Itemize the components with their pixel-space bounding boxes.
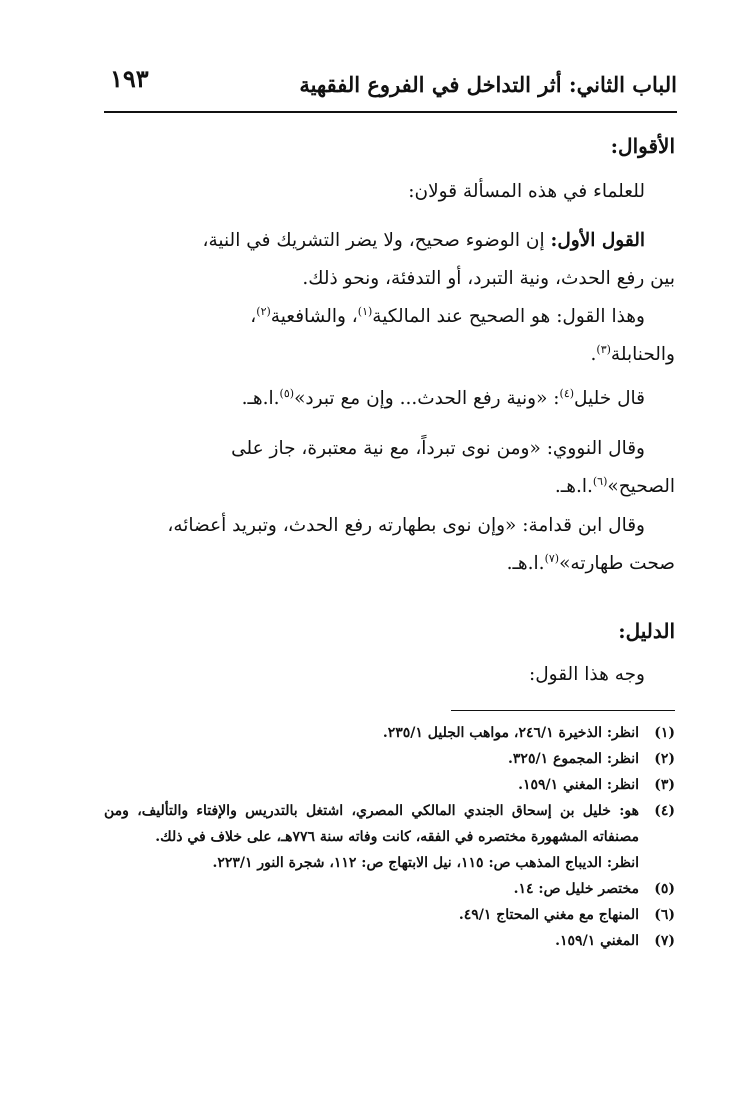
intro-paragraph (104, 173, 675, 211)
footnote-item (104, 928, 675, 954)
footnote-text: هو: خليل بن إسحاق الجندي المالكي المصري، اشتغل بالتدريس والإفتاء والتأليف، ومن مصنفاته المشهورة مختصره في الفقه، كانت وفاته سنة ٧٧٦هـ، على خلاف في ذلك. (104, 803, 639, 845)
running-header (104, 62, 677, 106)
footnote-number: (٣) (654, 777, 675, 793)
ibn-qudama-text-2: صحت طهارته» (559, 553, 675, 574)
ibn-qudama-text-3: .ا.هـ. (506, 553, 545, 574)
ibn-qudama-text-1: وقال ابن قدامة: «وإن نوى بطهارته رفع الحدث، وتبريد أعضائه، (167, 515, 645, 536)
footnote-text: المنهاج مع مغني المحتاج ٤٩/١. (458, 907, 639, 923)
footnote-number: (١) (654, 725, 675, 741)
footnote-text: المغني ١٥٩/١. (555, 933, 639, 949)
dalil-heading: الدليل: (618, 619, 675, 643)
footnote-rule (451, 710, 675, 711)
footnote-ref-5[interactable]: (٥) (279, 387, 295, 400)
chapter-title: الباب الثاني: أثر التداخل في الفروع الفقهية (299, 72, 677, 97)
schools-text-2: ، والشافعية (270, 306, 358, 327)
footnote-text: انظر: الذخيرة ٢٤٦/١، مواهب الجليل ٢٣٥/١. (382, 725, 639, 741)
page-number: ١٩٣ (110, 64, 149, 93)
intro-text: للعلماء في هذه المسألة قولان: (408, 181, 645, 202)
footnote-number: (٤) (654, 803, 675, 819)
khalil-text-1: قال خليل (574, 388, 645, 409)
ibn-qudama-paragraph (104, 507, 675, 583)
footnote-item (104, 876, 675, 902)
khalil-text-3: .ا.هـ. (241, 388, 280, 409)
footnote-text: انظر: المغني ١٥٩/١. (518, 777, 639, 793)
footnote-ref-4[interactable]: (٤) (559, 387, 575, 400)
footnote-ref-6[interactable]: (٦) (592, 475, 608, 488)
footnote-number: (٦) (654, 907, 675, 923)
footnote-item (104, 902, 675, 928)
footnote-ref-3[interactable]: (٣) (596, 343, 611, 356)
khalil-text-2: : «ونية رفع الحدث... وإن مع تبرد» (294, 388, 560, 409)
footnote-sources: انظر: الديباج المذهب ص: ١١٥، نيل الابتهاج ص: ١١٢، شجرة النور ٢٢٣/١. (212, 855, 639, 871)
schools-paragraph (104, 298, 675, 374)
footnote-ref-2[interactable]: (٢) (256, 305, 271, 318)
schools-text-3: ، (250, 306, 257, 327)
first-opinion-text-2: بين رفع الحدث، ونية التبرد، أو التدفئة، ونحو ذلك. (302, 268, 675, 289)
schools-text-1: وهذا القول: هو الصحيح عند المالكية (372, 306, 645, 327)
footnote-number: (٥) (654, 881, 675, 897)
nawawi-text-2: الصحيح» (607, 476, 675, 497)
aqwal-heading: الأقوال: (610, 134, 675, 158)
footnote-item (104, 746, 675, 772)
footnote-item (104, 720, 675, 746)
footnote-item (104, 798, 675, 876)
nawawi-text-3: .ا.هـ. (554, 476, 593, 497)
dalil-paragraph (104, 656, 675, 694)
header-rule (104, 111, 677, 113)
footnote-item (104, 772, 675, 798)
footnote-ref-7[interactable]: (٧) (544, 552, 560, 565)
first-opinion-text: إن الوضوء صحيح، ولا يضر التشريك في النية، (202, 230, 551, 251)
footnote-text: مختصر خليل ص: ١٤. (513, 881, 639, 897)
nawawi-paragraph (104, 430, 675, 506)
nawawi-text-1: وقال النووي: «ومن نوى تبرداً، مع نية معتبرة، جاز على (231, 438, 645, 459)
dalil-text: وجه هذا القول: (528, 664, 645, 685)
footnote-number: (٢) (654, 751, 675, 767)
footnote-text: انظر: المجموع ٣٢٥/١. (508, 751, 639, 767)
schools-text-5: . (590, 344, 597, 365)
first-opinion-lead: القول الأول: (550, 230, 645, 251)
footnotes-list (104, 720, 675, 954)
footnote-ref-1[interactable]: (١) (357, 305, 373, 318)
khalil-paragraph (104, 380, 675, 418)
footnote-number: (٧) (654, 933, 675, 949)
schools-text-4: والحنابلة (610, 344, 675, 365)
first-opinion-paragraph (104, 222, 675, 298)
